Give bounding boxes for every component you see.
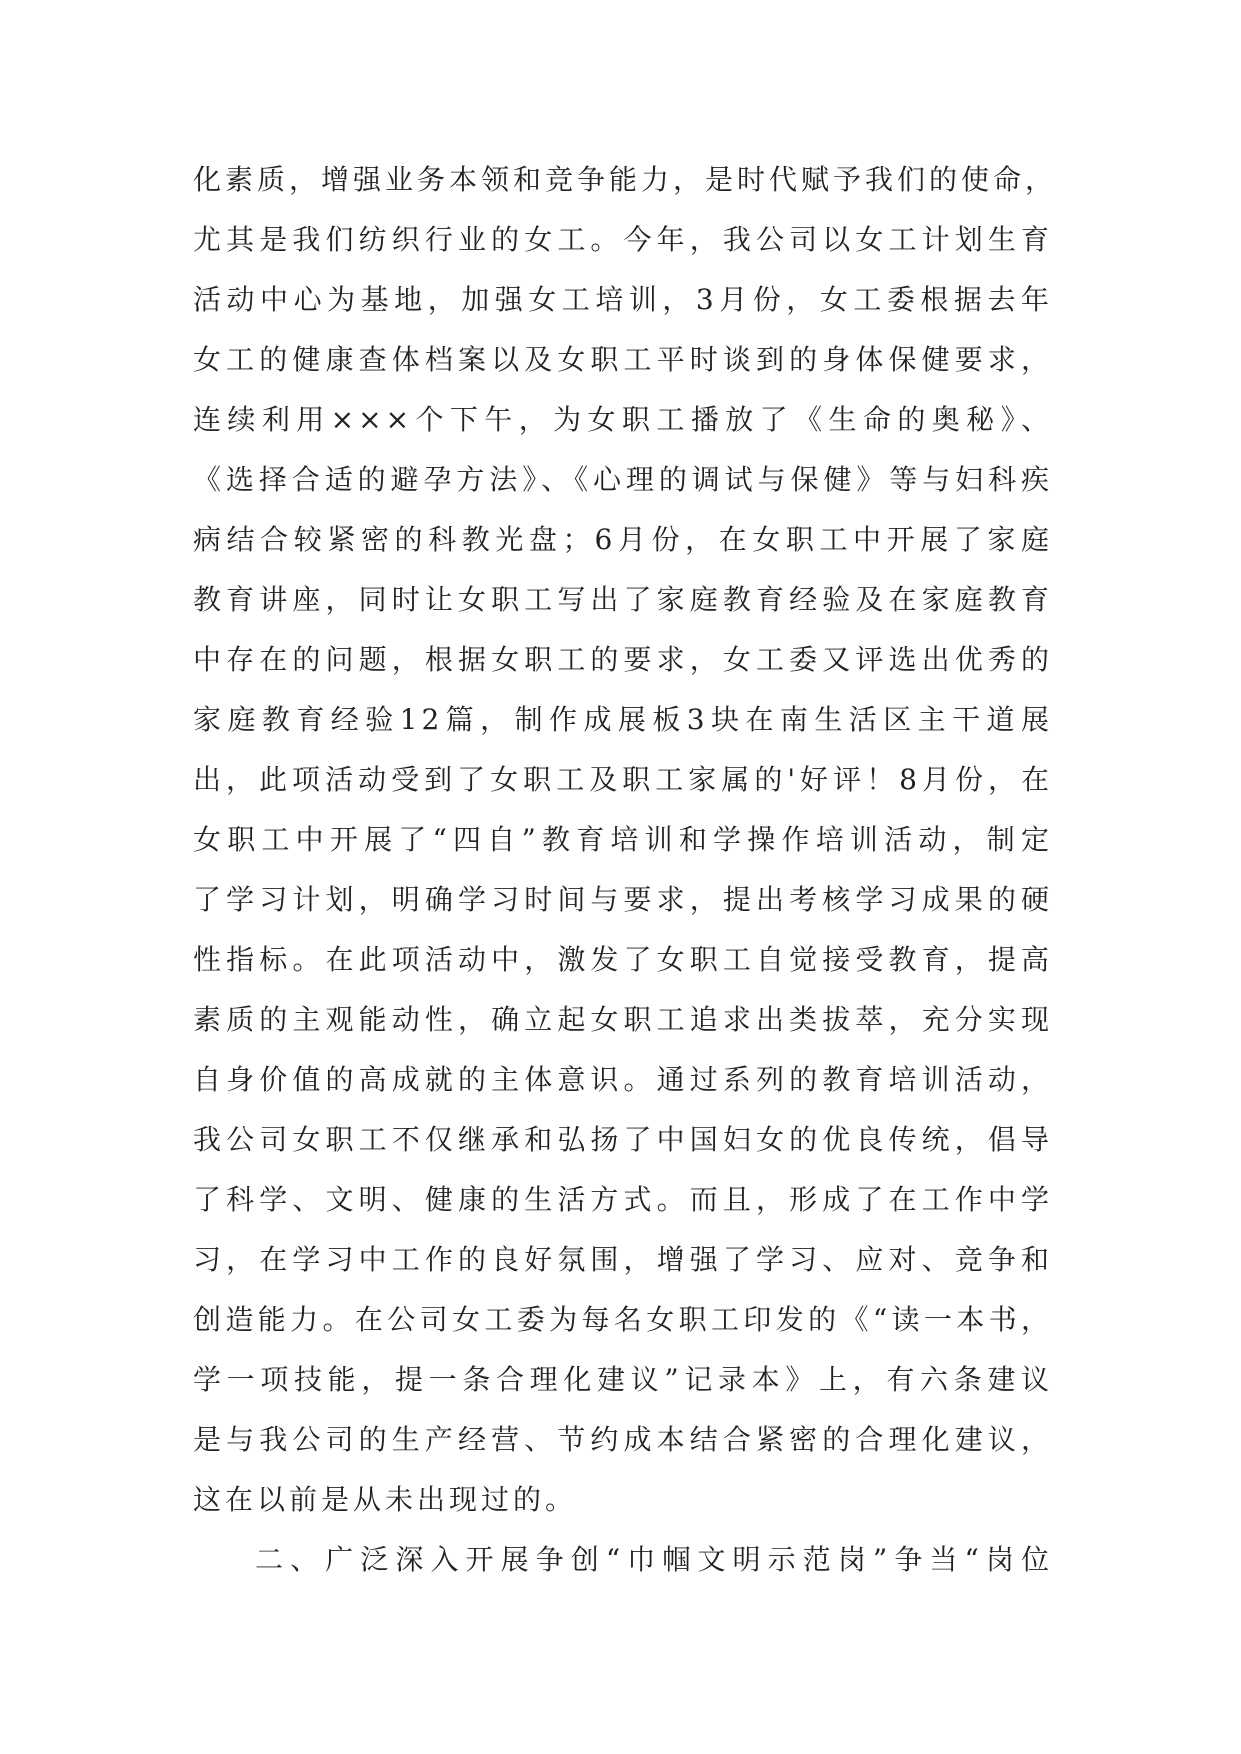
section-heading-line: 二、广泛深入开展争创“巾帼文明示范岗”争当“岗位 <box>255 1543 1053 1576</box>
text-line: 化素质，增强业务本领和竞争能力，是时代赋予我们的使命， <box>193 163 1058 196</box>
text-line: 家庭教育经验12篇，制作成展板3块在南生活区主干道展 <box>193 703 1053 736</box>
text-line: 《选择合适的避孕方法》、《心理的调试与保健》等与妇科疾 <box>193 463 1053 496</box>
text-line: 我公司女职工不仅继承和弘扬了中国妇女的优良传统，倡导 <box>193 1123 1053 1156</box>
text-line: 了科学、文明、健康的生活方式。而且，形成了在工作中学 <box>193 1183 1053 1216</box>
text-line: 习，在学习中工作的良好氛围，增强了学习、应对、竞争和 <box>193 1243 1053 1276</box>
text-line: 素质的主观能动性，确立起女职工追求出类拔萃，充分实现 <box>193 1003 1053 1036</box>
text-line: 了学习计划，明确学习时间与要求，提出考核学习成果的硬 <box>193 883 1053 916</box>
text-line: 出，此项活动受到了女职工及职工家属的'好评！8月份，在 <box>193 763 1053 796</box>
text-line: 学一项技能，提一条合理化建议”记录本》上，有六条建议 <box>193 1363 1053 1396</box>
text-line: 病结合较紧密的科教光盘；6月份，在女职工中开展了家庭 <box>193 523 1053 556</box>
text-line: 教育讲座，同时让女职工写出了家庭教育经验及在家庭教育 <box>193 583 1053 616</box>
text-line: 连续利用×××个下午，为女职工播放了《生命的奥秘》、 <box>193 403 1053 436</box>
text-line: 创造能力。在公司女工委为每名女职工印发的《“读一本书， <box>193 1303 1053 1336</box>
text-line: 女工的健康查体档案以及女职工平时谈到的身体保健要求， <box>193 343 1053 376</box>
text-line: 活动中心为基地，加强女工培训，3月份，女工委根据去年 <box>193 283 1053 316</box>
paragraph-end-line: 这在以前是从未出现过的。 <box>193 1483 578 1516</box>
text-line: 中存在的问题，根据女职工的要求，女工委又评选出优秀的 <box>193 643 1053 676</box>
text-line: 女职工中开展了“四自”教育培训和学操作培训活动，制定 <box>193 823 1053 856</box>
text-line: 性指标。在此项活动中，激发了女职工自觉接受教育，提高 <box>193 943 1053 976</box>
text-line: 是与我公司的生产经营、节约成本结合紧密的合理化建议， <box>193 1423 1053 1456</box>
body-text <box>193 150 1058 1590</box>
text-line: 自身价值的高成就的主体意识。通过系列的教育培训活动， <box>193 1063 1053 1096</box>
text-line: 尤其是我们纺织行业的女工。今年，我公司以女工计划生育 <box>193 223 1053 256</box>
